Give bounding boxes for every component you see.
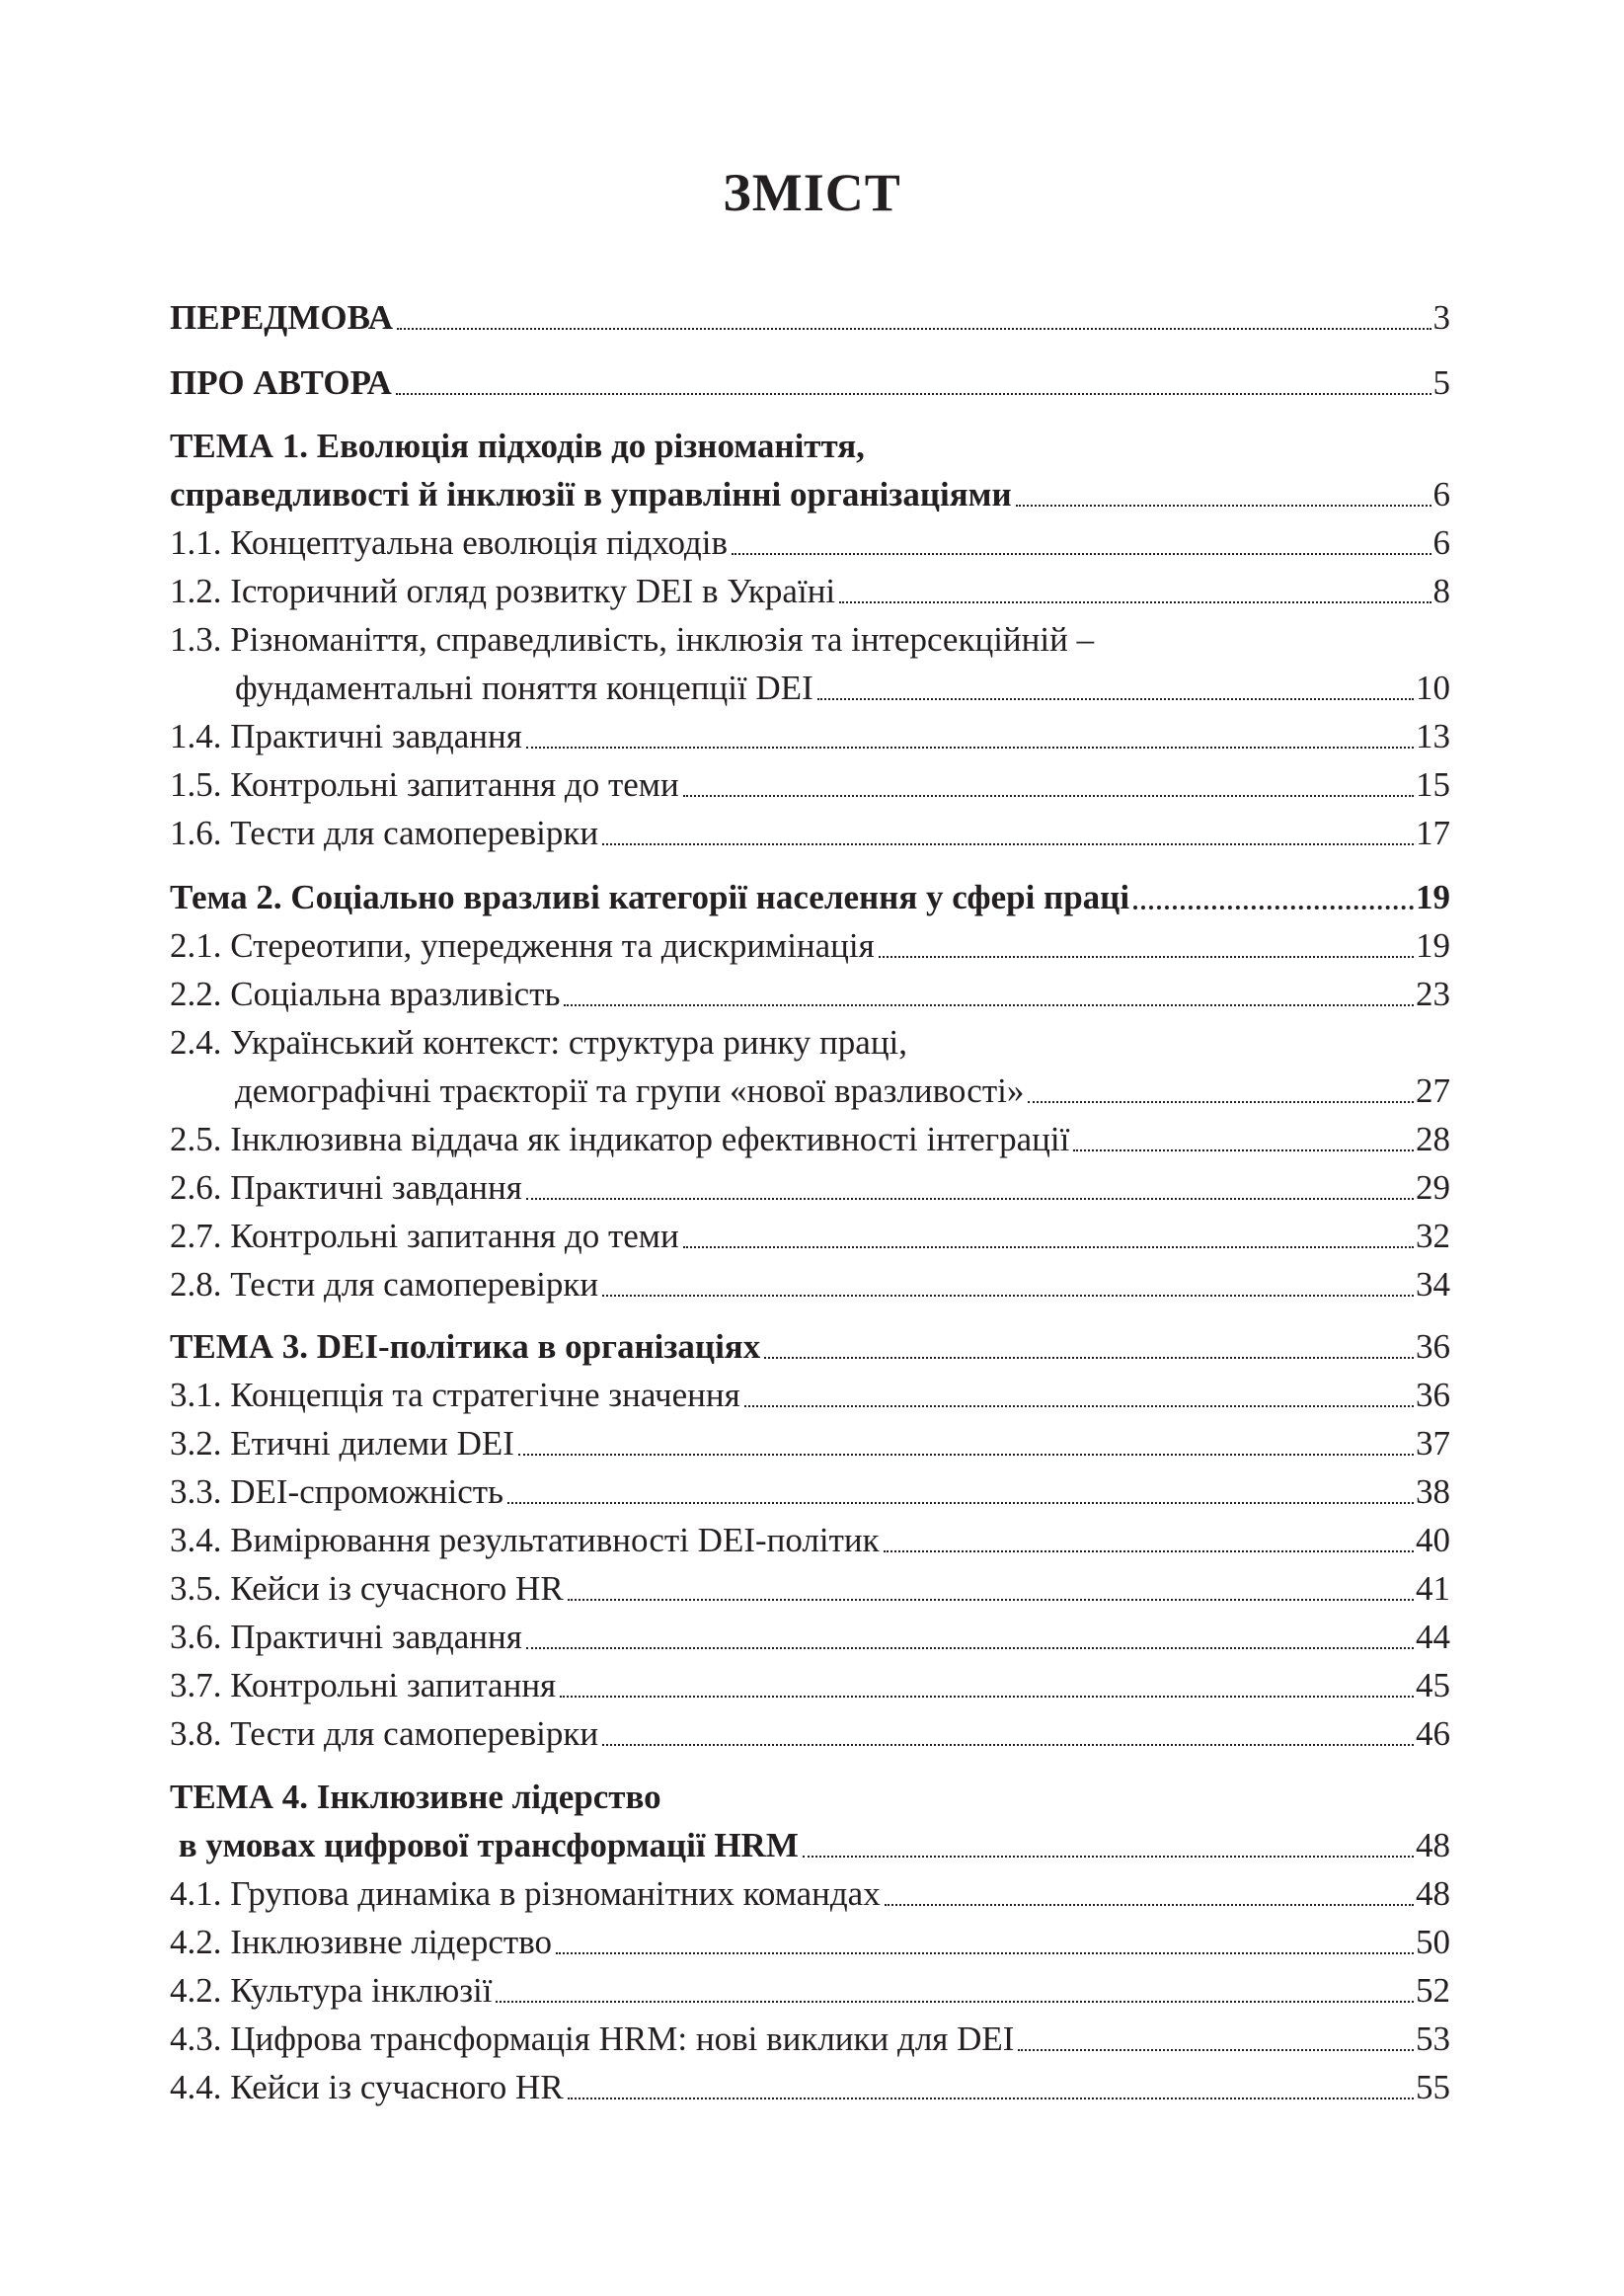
toc-entry-title: справедливості й інклюзії в управлінні організаціями: [170, 475, 1012, 514]
toc-entry-title: 1.6. Тести для самоперевірки: [170, 814, 599, 852]
toc-entry[interactable]: [170, 518, 1450, 564]
dot-leader: [817, 698, 1414, 700]
dot-leader: [507, 1502, 1414, 1504]
toc-entry-page: 55: [1416, 2068, 1450, 2106]
toc-entry[interactable]: [170, 1467, 1450, 1513]
dot-leader: [744, 1405, 1414, 1407]
toc-entry-page: 41: [1416, 1569, 1450, 1608]
toc-entry-page: 6: [1432, 523, 1450, 562]
dot-leader: [683, 1246, 1414, 1248]
toc-entry[interactable]: [170, 1163, 1450, 1209]
dot-leader: [683, 795, 1414, 797]
table-of-contents: [170, 0, 1450, 2296]
toc-entry-title: ТЕМА 4. Інклюзивне лідерство: [170, 1778, 661, 1816]
toc-entry-title: Тема 2. Соціально вразливі категорії населення у сфері праці: [170, 878, 1130, 916]
toc-entry-page: 46: [1416, 1714, 1450, 1753]
page-title: ЗМІСТ: [723, 163, 901, 222]
toc-entry[interactable]: [170, 1115, 1450, 1160]
toc-entry-heading: [170, 422, 1450, 467]
toc-entry-page: 10: [1416, 669, 1450, 707]
toc-entry[interactable]: [170, 873, 1450, 918]
toc-entry-title: 3.2. Етичні дилеми DEI: [170, 1424, 514, 1463]
toc-entry-title: 2.1. Стереотипи, упередження та дискримінація: [170, 926, 875, 965]
toc-entry-page: 6: [1432, 475, 1450, 514]
toc-entry-title: 4.2. Культура інклюзії: [170, 1971, 493, 2010]
toc-entry-title: 3.1. Концепція та стратегічне значення: [170, 1376, 740, 1414]
toc-entry-page: 48: [1416, 1874, 1450, 1913]
toc-entry-page: 3: [1432, 298, 1450, 337]
toc-entry-page: 36: [1416, 1327, 1450, 1366]
toc-entry[interactable]: [170, 760, 1450, 806]
toc-entry[interactable]: [170, 1918, 1450, 1963]
toc-entry-title: демографічні траєкторії та групи «нової вразливості»: [235, 1071, 1025, 1110]
toc-entry[interactable]: [170, 2063, 1450, 2108]
toc-entry-title: 2.6. Практичні завдання: [170, 1168, 522, 1207]
dot-leader: [518, 1454, 1414, 1456]
toc-entry-title: 4.1. Групова динаміка в різноманітних командах: [170, 1874, 881, 1913]
toc-entry[interactable]: [170, 970, 1450, 1015]
toc-entry-page: 19: [1416, 878, 1450, 916]
toc-entry[interactable]: [170, 1869, 1450, 1915]
toc-entry[interactable]: [170, 1613, 1450, 1658]
dot-leader: [885, 1904, 1414, 1906]
dot-leader: [602, 1744, 1414, 1746]
toc-entry-title: 3.5. Кейси із сучасного HR: [170, 1569, 564, 1608]
toc-entry[interactable]: [170, 1322, 1450, 1368]
toc-entry-title: фундаментальні поняття концепції DEI: [235, 669, 813, 707]
toc-entry-title: 1.3. Різноманіття, справедливість, інклюзія та інтерсекційній –: [170, 620, 1095, 659]
toc-entry-title: ТЕМА 3. DEI-політика в організаціях: [170, 1327, 761, 1366]
toc-entry-heading: [170, 615, 1450, 661]
toc-entry-page: 23: [1416, 975, 1450, 1013]
toc-entry-title: 1.4. Практичні завдання: [170, 717, 522, 755]
toc-entry-page: 38: [1416, 1472, 1450, 1511]
dot-leader: [396, 393, 1431, 395]
toc-entry[interactable]: [170, 1516, 1450, 1561]
toc-entry-page: 37: [1416, 1424, 1450, 1463]
toc-entry-page: 29: [1416, 1168, 1450, 1207]
dot-leader: [526, 747, 1414, 749]
dot-leader: [1133, 906, 1414, 910]
toc-entry[interactable]: [170, 293, 1450, 339]
toc-entry-title: 3.7. Контрольні запитання: [170, 1666, 557, 1704]
toc-entry-title: 3.3. DEI-спроможність: [170, 1472, 504, 1511]
toc-entry[interactable]: [170, 1564, 1450, 1610]
toc-entry[interactable]: [170, 1419, 1450, 1465]
toc-entry-title: в умовах цифрової трансформації HRM: [170, 1826, 799, 1864]
toc-entry[interactable]: [170, 358, 1450, 404]
toc-entry-page: 13: [1416, 717, 1450, 755]
dot-leader: [732, 553, 1431, 555]
toc-entry-title: ТЕМА 1. Еволюція підходів до різноманіття,: [170, 427, 865, 465]
toc-entry[interactable]: [170, 1067, 1450, 1112]
dot-leader: [556, 1952, 1414, 1954]
toc-entry-page: 15: [1416, 765, 1450, 804]
toc-entry[interactable]: [170, 1966, 1450, 2012]
dot-leader: [884, 1550, 1414, 1552]
toc-entry-page: 36: [1416, 1376, 1450, 1414]
toc-entry-title: 1.5. Контрольні запитання до теми: [170, 765, 679, 804]
toc-entry[interactable]: [170, 664, 1450, 709]
toc-entry-page: 19: [1416, 926, 1450, 965]
toc-entry-page: 28: [1416, 1120, 1450, 1158]
dot-leader: [496, 2001, 1414, 2003]
toc-entry-page: 45: [1416, 1666, 1450, 1704]
toc-entry[interactable]: [170, 712, 1450, 757]
toc-entry[interactable]: [170, 1371, 1450, 1416]
dot-leader: [526, 1647, 1414, 1649]
toc-entry[interactable]: [170, 2015, 1450, 2060]
toc-entry[interactable]: [170, 1260, 1450, 1306]
toc-entry-title: 1.2. Історичний огляд розвитку DEI в Україні: [170, 572, 836, 610]
toc-entry-title: ПРО АВТОРА: [170, 363, 392, 402]
dot-leader: [839, 601, 1431, 603]
dot-leader: [568, 2098, 1414, 2099]
toc-entry-title: ПЕРЕДМОВА: [170, 298, 394, 337]
toc-entry-page: 48: [1416, 1826, 1450, 1864]
dot-leader: [879, 956, 1414, 958]
toc-entry[interactable]: [170, 1821, 1450, 1866]
dot-leader: [397, 328, 1431, 330]
toc-entry-title: 4.2. Інклюзивне лідерство: [170, 1923, 552, 1961]
toc-entry-page: 50: [1416, 1923, 1450, 1961]
toc-entry-page: 5: [1432, 363, 1450, 402]
dot-leader: [764, 1357, 1414, 1359]
dot-leader: [602, 1295, 1414, 1297]
toc-entry-title: 2.5. Інклюзивна віддача як індикатор ефективності інтеграції: [170, 1120, 1070, 1158]
toc-entry-page: 17: [1416, 814, 1450, 852]
dot-leader: [1018, 2049, 1414, 2051]
toc-entry-title: 4.3. Цифрова трансформація HRM: нові виклики для DEI: [170, 2019, 1015, 2058]
toc-entry-page: 52: [1416, 1971, 1450, 2010]
toc-entry-title: 2.4. Український контекст: структура ринку праці,: [170, 1023, 908, 1062]
dot-leader: [1028, 1101, 1414, 1103]
dot-leader: [602, 843, 1414, 845]
dot-leader: [1073, 1149, 1414, 1151]
toc-entry-title: 1.1. Концептуальна еволюція підходів: [170, 523, 728, 562]
toc-entry[interactable]: [170, 1212, 1450, 1257]
dot-leader: [526, 1198, 1414, 1200]
toc-entry[interactable]: [170, 809, 1450, 854]
toc-entry-page: 27: [1416, 1071, 1450, 1110]
toc-entry[interactable]: [170, 470, 1450, 515]
dot-leader: [560, 1696, 1414, 1698]
toc-entry[interactable]: [170, 921, 1450, 967]
toc-entry[interactable]: [170, 1661, 1450, 1706]
toc-entry-page: 32: [1416, 1217, 1450, 1255]
dot-leader: [803, 1856, 1414, 1858]
dot-leader: [1016, 505, 1431, 507]
toc-entry-title: 4.4. Кейси із сучасного HR: [170, 2068, 564, 2106]
toc-entry-title: 2.7. Контрольні запитання до теми: [170, 1217, 679, 1255]
toc-entry-page: 34: [1416, 1265, 1450, 1304]
toc-entry-heading: [170, 1773, 1450, 1818]
dot-leader: [564, 1004, 1414, 1006]
toc-entry-heading: [170, 1018, 1450, 1064]
toc-entry-page: 53: [1416, 2019, 1450, 2058]
toc-entry-page: 8: [1432, 572, 1450, 610]
toc-entry-page: 40: [1416, 1521, 1450, 1559]
toc-entry-page: 44: [1416, 1618, 1450, 1656]
toc-entry-title: 3.8. Тести для самоперевірки: [170, 1714, 599, 1753]
toc-entry[interactable]: [170, 567, 1450, 612]
toc-entry-title: 2.8. Тести для самоперевірки: [170, 1265, 599, 1304]
toc-entry-title: 3.4. Вимірювання результативності DEI-політик: [170, 1521, 880, 1559]
dot-leader: [568, 1599, 1414, 1601]
toc-entry-title: 3.6. Практичні завдання: [170, 1618, 522, 1656]
toc-entry-title: 2.2. Соціальна вразливість: [170, 975, 561, 1013]
toc-entry[interactable]: [170, 1709, 1450, 1755]
